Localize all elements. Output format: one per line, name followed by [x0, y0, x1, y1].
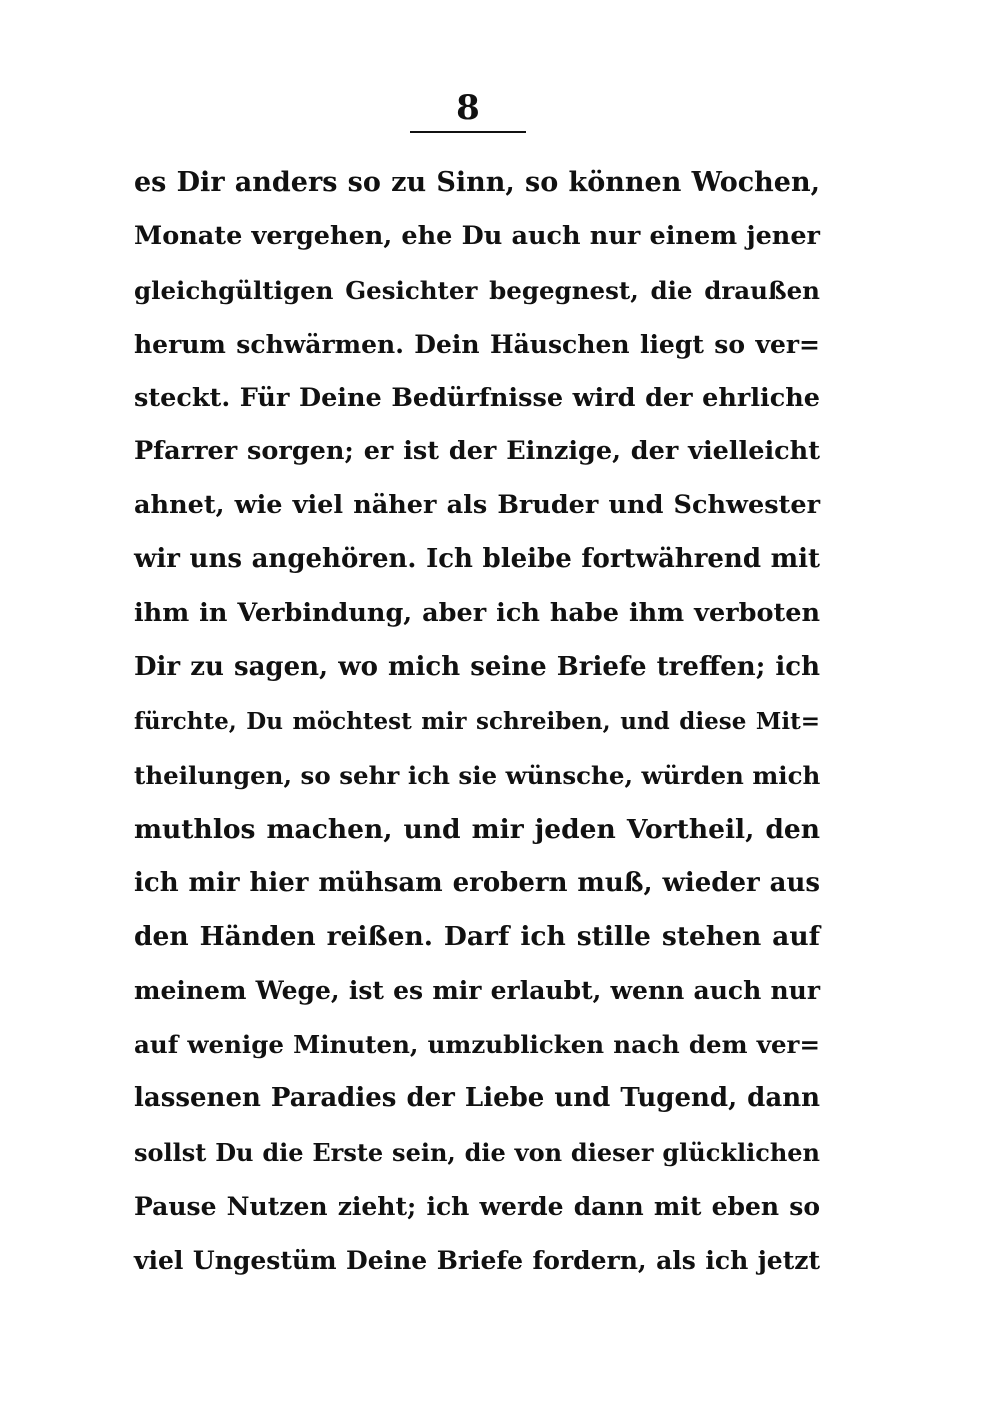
text-line: Monate vergehen, ehe Du auch nur einem jener	[134, 220, 820, 251]
text-line: ahnet, wie viel näher als Bruder und Schwester	[134, 490, 820, 521]
text-line: steckt. Für Deine Bedürfnisse wird der ehrliche	[134, 382, 820, 413]
text-line: gleichgültigen Gesichter begegnest, die draußen	[134, 275, 820, 305]
body-text	[134, 156, 820, 1288]
text-line: meinem Wege, ist es mir erlaubt, wenn auch nur	[134, 976, 820, 1006]
text-line: Pfarrer sorgen; er ist der Einzige, der vielleicht	[134, 436, 820, 467]
text-line: ihm in Verbindung, aber ich habe ihm verboten	[134, 598, 820, 629]
text-line: viel Ungestüm Deine Briefe fordern, als ich jetzt	[134, 1245, 820, 1275]
text-line: Pause Nutzen zieht; ich werde dann mit eben so	[134, 1191, 820, 1221]
text-line: Dir zu sagen, wo mich seine Briefe treffen; ich	[134, 652, 820, 683]
text-line: muthlos machen, und mir jeden Vortheil, den	[134, 813, 820, 845]
text-line: ich mir hier mühsam erobern muß, wieder aus	[134, 867, 820, 898]
text-line: auf wenige Minuten, umzublicken nach dem ver=	[134, 1030, 820, 1060]
header-rule	[410, 131, 526, 133]
text-line: wir uns angehören. Ich bleibe fortwährend mit	[134, 544, 820, 575]
text-line: sollst Du die Erste sein, die von dieser glücklichen	[134, 1138, 820, 1168]
page-number: 8	[456, 88, 480, 128]
text-line: theilungen, so sehr ich sie wünsche, würden mich	[134, 760, 821, 790]
text-line: lassenen Paradies der Liebe und Tugend, dann	[134, 1083, 820, 1114]
text-line: den Händen reißen. Darf ich stille stehen auf	[134, 921, 820, 953]
text-line: es Dir anders so zu Sinn, so können Wochen,	[134, 167, 820, 198]
text-line: fürchte, Du möchtest mir schreiben, und diese Mit=	[134, 707, 820, 735]
text-line: herum schwärmen. Dein Häuschen liegt so ver=	[134, 329, 820, 359]
